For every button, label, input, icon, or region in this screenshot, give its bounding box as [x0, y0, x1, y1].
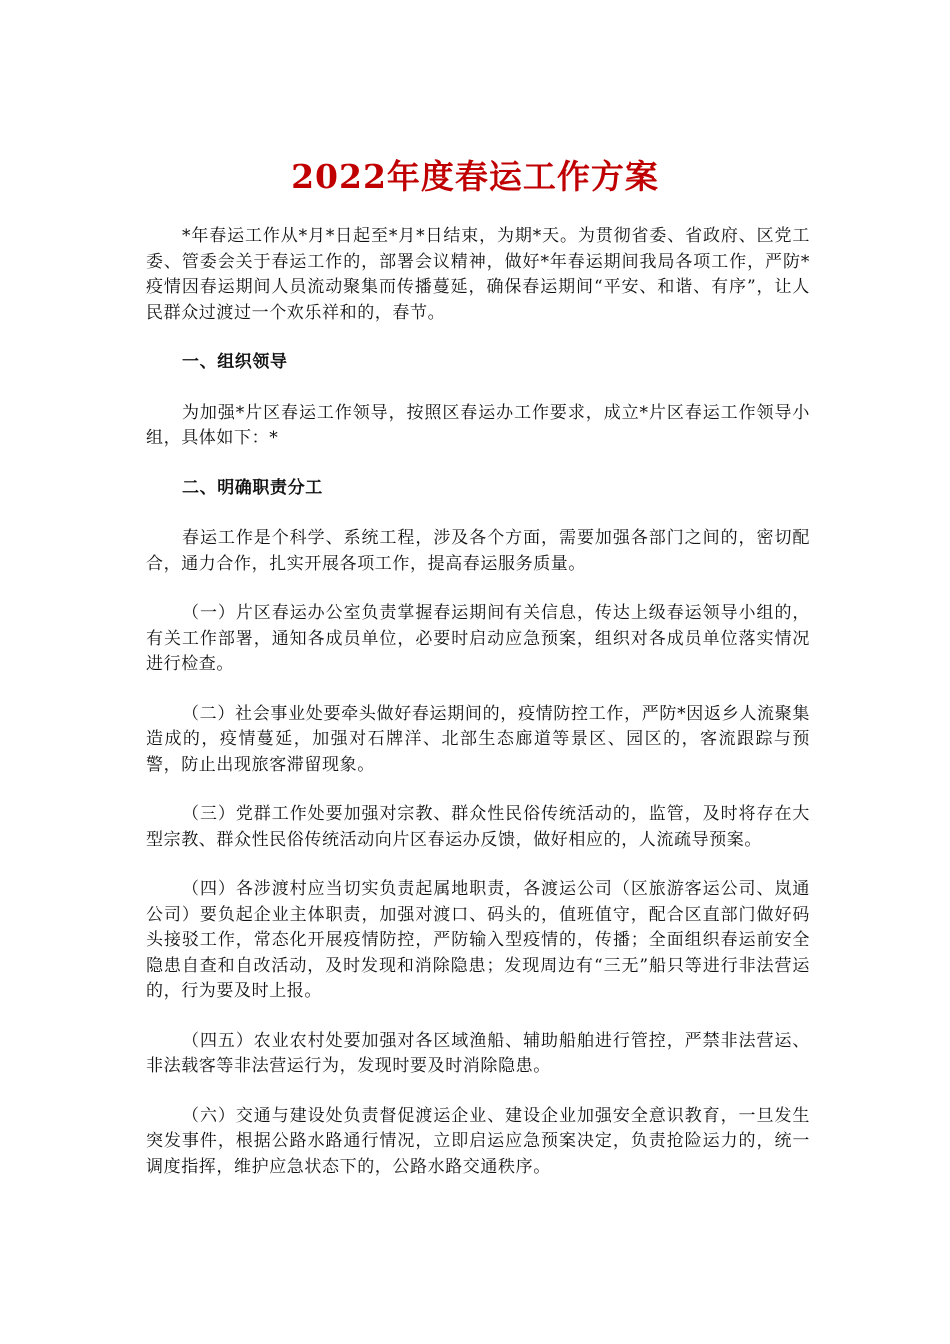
body-paragraph: （二）社会事业处要牵头做好春运期间的，疫情防控工作，严防*因返乡人流聚集造成的，疫情蔓延，加强对石牌洋、北部生态廊道等景区、园区的，客流跟踪与预警，防止出现旅客滞留现象。	[146, 703, 810, 775]
body-paragraph: 春运工作是个科学、系统工程，涉及各个方面，需要加强各部门之间的，密切配合，通力合作，扎实开展各项工作，提高春运服务质量。	[146, 528, 810, 574]
document-title: 2022年度春运工作方案	[291, 157, 659, 196]
body-paragraph: （四五）农业农村处要加强对各区域渔船、辅助船舶进行管控，严禁非法营运、非法载客等非法营运行为，发现时要及时消除隐患。	[146, 1030, 810, 1076]
body-paragraph: 为加强*片区春运工作领导，按照区春运办工作要求，成立*片区春运工作领导小组，具体如下：*	[146, 402, 810, 448]
body-paragraph: （一）片区春运办公室负责掌握春运期间有关信息，传达上级春运领导小组的，有关工作部署，通知各成员单位，必要时启动应急预案，组织对各成员单位落实情况进行检查。	[146, 603, 810, 674]
body-paragraph: （三）党群工作处要加强对宗教、群众性民俗传统活动的，监管，及时将存在大型宗教、群众性民俗传统活动向片区春运办反馈，做好相应的，人流疏导预案。	[146, 804, 810, 850]
body-paragraph: （六）交通与建设处负责督促渡运企业、建设企业加强安全意识教育，一旦发生突发事件，根据公路水路通行情况，立即启运应急预案决定，负责抢险运力的，统一调度指挥，维护应急状态下的，公路水路交通秩序。	[146, 1105, 810, 1177]
body-paragraph: （四）各涉渡村应当切实负责起属地职责，各渡运公司（区旅游客运公司、岚通公司）要负起企业主体职责，加强对渡口、码头的，值班值守，配合区直部门做好码头接驳工作，常态化开展疫情防控，严防输入型疫情的，传播；全面组织春运前安全隐患自查和自改活动，及时发现和消除隐患；发现周边有“三无”船只等进行非法营运的，行为要及时上报。	[146, 879, 810, 1001]
section-heading: 一、组织领导	[182, 352, 288, 372]
document-body	[146, 224, 810, 1204]
body-paragraph: *年春运工作从*月*日起至*月*日结束，为期*天。为贯彻省委、省政府、区党工委、管委会关于春运工作的，部署会议精神，做好*年春运期间我局各项工作，严防*疫情因春运期间人员流动聚集而传播蔓延，确保春运期间“平安、和谐、有序”，让人民群众过渡过一个欢乐祥和的，春节。	[146, 226, 810, 323]
section-heading: 二、明确职责分工	[182, 477, 323, 498]
